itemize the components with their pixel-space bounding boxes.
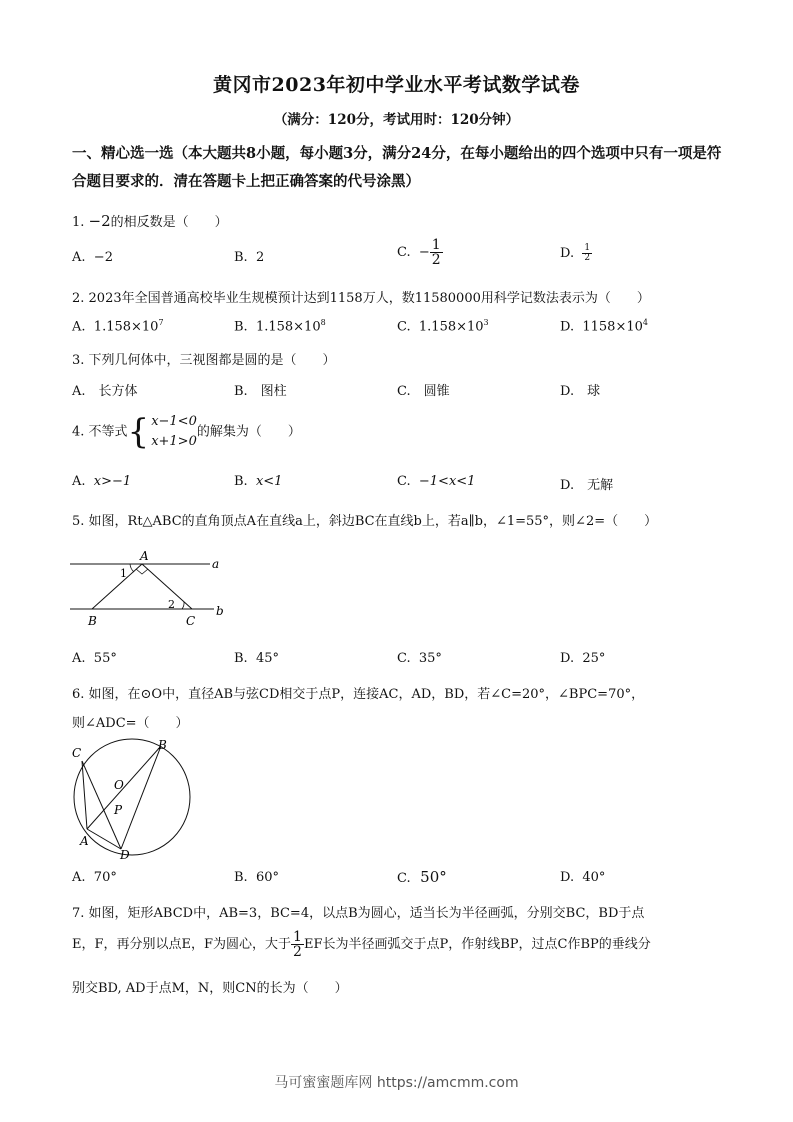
option-letter: B.	[234, 250, 248, 265]
inequality-system	[128, 412, 197, 452]
option-letter: D.	[560, 651, 575, 666]
question-text: 4. 不等式	[72, 424, 128, 440]
inequality-row-1: x−1<0	[151, 414, 197, 429]
option-value: 40°	[582, 870, 606, 885]
option-b	[234, 318, 326, 334]
segment-ac	[142, 564, 192, 609]
page-subtitle: （满分：120分，考试用时：120分钟）	[273, 112, 520, 128]
option-letter: A.	[72, 474, 86, 489]
option-a: A. 长方体	[72, 384, 138, 399]
option-letter: D.	[560, 870, 575, 885]
option-value: 60°	[255, 870, 279, 885]
figure-q6	[68, 733, 208, 861]
option-letter: C.	[397, 474, 411, 489]
option-value: 2	[255, 250, 265, 265]
option-c	[397, 868, 447, 886]
angle-1-arc	[130, 564, 134, 572]
option-exponent: 8	[320, 318, 326, 327]
option-b	[234, 870, 279, 885]
option-value: 45°	[255, 651, 279, 666]
option-letter: B.	[234, 651, 248, 666]
option-value: x>−1	[93, 474, 132, 489]
angle-2-arc	[182, 602, 184, 609]
option-c	[397, 238, 443, 267]
label-line-b: b	[216, 604, 224, 618]
option-value: 1.158×10	[255, 319, 321, 335]
inequality-row-2: x+1>0	[151, 434, 197, 449]
option-letter: B.	[234, 474, 248, 489]
question-1	[72, 211, 228, 230]
footer-watermark: 马可蜜蜜题库网 https://amcmm.com	[274, 1075, 519, 1091]
option-letter: A.	[72, 870, 86, 885]
circle-o	[74, 739, 190, 855]
label-A: A	[140, 549, 149, 563]
option-exponent: 7	[158, 318, 164, 327]
option-value: −1<x<1	[418, 474, 476, 489]
option-letter: B.	[234, 319, 248, 335]
option-letter: C.	[397, 651, 411, 666]
option-c	[397, 651, 442, 666]
option-a	[72, 870, 117, 885]
option-value: −2	[93, 250, 113, 265]
question-number: 1.	[72, 215, 85, 230]
option-b	[234, 474, 282, 489]
option-letter: C.	[397, 245, 411, 260]
option-letter: A.	[72, 250, 86, 265]
option-d	[560, 651, 605, 666]
question-7-line-1: 7. 如图，矩形ABCD中，AB=3，BC=4，以点B为圆心，适当长为半径画弧，分别交BC，BD于点	[72, 906, 645, 921]
question-5: 5. 如图，Rt△ABC的直角顶点A在直线a上，斜边BC在直线b上，若a∥b，∠1=55°，则∠2=（ ）	[72, 514, 658, 529]
label-C: C	[186, 614, 196, 628]
option-d: D. 无解	[560, 478, 614, 493]
label-angle-2: 2	[168, 598, 175, 611]
option-exponent: 3	[483, 318, 489, 327]
label-A: A	[80, 834, 89, 848]
option-b: B. 图柱	[234, 384, 287, 399]
option-letter: A.	[72, 651, 86, 666]
option-letter: D.	[560, 319, 575, 335]
question-4	[72, 412, 301, 452]
question-2: 2. 2023年全国普通高校毕业生规模预计达到1158万人，数11580000用科学记数法表示为（ ）	[72, 291, 650, 306]
option-c: C. 圆锥	[397, 384, 450, 399]
brace-symbol: {	[127, 412, 150, 452]
fraction-numerator: 1	[431, 237, 441, 253]
fraction-denominator: 2	[431, 252, 441, 268]
section-heading: 一、精心选一选（本大题共8小题，每小题3分，满分24分，在每小题给出的四个选项中只有一项是符合题目要求的．清在答题卡上把正确答案的代号涂黑）	[72, 145, 722, 190]
question-text: EF长为半径画弧交于点P，作射线BP，过点C作BP的垂线分	[303, 937, 651, 952]
option-d	[560, 870, 605, 885]
option-c	[397, 318, 489, 334]
option-value: 35°	[418, 651, 442, 666]
question-7-line-3: 别交BD, AD于点M，N，则CN的长为（ ）	[72, 981, 348, 996]
fraction-denominator: 2	[293, 944, 302, 960]
label-B: B	[88, 614, 97, 628]
option-value: x<1	[255, 474, 283, 489]
fraction-denominator: 2	[584, 253, 591, 263]
label-D: D	[120, 848, 130, 861]
question-7-line-2	[72, 930, 651, 959]
question-6-line-2: 则∠ADC=（ ）	[72, 716, 189, 731]
question-6-line-1: 6. 如图，在⊙O中，直径AB与弦CD相交于点P，连接AC，AD，BD，若∠C=20°，∠BPC=70°，	[72, 687, 645, 702]
option-a	[72, 651, 117, 666]
label-P: P	[114, 803, 123, 817]
fraction-half	[291, 930, 304, 959]
fraction-numerator: 1	[293, 929, 302, 945]
figure-q5	[68, 548, 238, 630]
label-B: B	[158, 738, 167, 752]
right-angle-mark	[136, 569, 148, 574]
question-text: 的解集为（ ）	[196, 424, 301, 440]
option-value: 70°	[93, 870, 117, 885]
option-sign: −	[418, 245, 430, 260]
option-a	[72, 474, 131, 489]
page-title: 黄冈市2023年初中学业水平考试数学试卷	[213, 74, 580, 96]
label-C: C	[72, 746, 82, 760]
question-3: 3. 下列几何体中，三视图都是圆的是（ ）	[72, 353, 336, 368]
option-a	[72, 250, 113, 265]
option-value: 55°	[93, 651, 117, 666]
option-value: 1.158×10	[418, 319, 484, 335]
option-a	[72, 318, 164, 334]
option-c	[397, 474, 475, 489]
label-O: O	[114, 778, 124, 792]
option-value: 25°	[582, 651, 606, 666]
label-angle-1: 1	[120, 567, 127, 580]
option-exponent: 4	[642, 318, 648, 327]
question-expression: −2	[88, 212, 111, 230]
option-letter: B.	[234, 870, 248, 885]
option-letter: C.	[397, 319, 411, 335]
label-line-a: a	[212, 557, 220, 571]
option-b	[234, 250, 264, 265]
segment-bd	[121, 746, 161, 849]
diameter-ab	[87, 746, 161, 829]
option-value: 1.158×10	[93, 319, 159, 335]
fraction-numerator: 1	[584, 243, 591, 253]
option-value: 50°	[420, 868, 447, 886]
question-text: 的相反数是（ ）	[110, 215, 228, 230]
segment-ab	[92, 564, 142, 609]
option-d: D. 球	[560, 384, 601, 399]
option-letter: C.	[397, 871, 411, 886]
option-b	[234, 651, 279, 666]
option-letter: D.	[560, 246, 575, 261]
option-d	[560, 318, 648, 334]
option-value: 1158×10	[582, 319, 643, 335]
question-text: E，F，再分别以点E，F为圆心，大于	[72, 937, 292, 952]
option-letter: A.	[72, 319, 86, 335]
option-d	[560, 244, 592, 263]
